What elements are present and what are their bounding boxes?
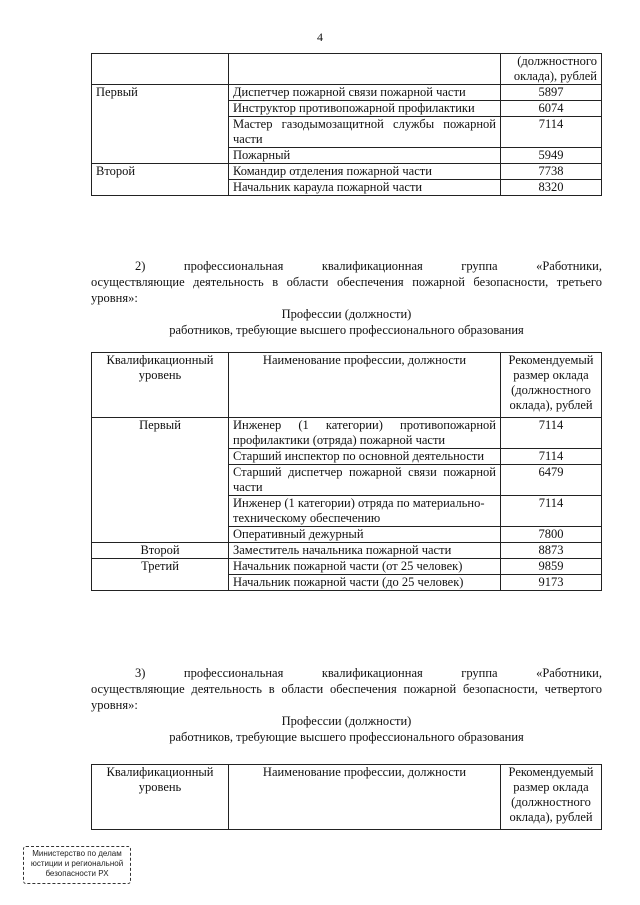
salary-cell: 7114 [501, 117, 602, 148]
position-cell: Инструктор противопожарной профилактики [229, 101, 501, 117]
page-number: 4 [317, 30, 323, 44]
position-cell: Диспетчер пожарной связи пожарной части [229, 85, 501, 101]
level-cell [92, 527, 229, 543]
level-cell [92, 575, 229, 591]
table-row [92, 496, 602, 527]
salary-cell: 7114 [501, 418, 602, 449]
ministry-stamp: Министерство по делам юстиции и региональной безопасности РХ [23, 846, 131, 884]
level-cell [92, 449, 229, 465]
position-header: Наименование профессии, должности [229, 765, 501, 830]
level-cell [92, 101, 229, 117]
salary-header: Рекомендуемый размер оклада (должностного оклада), рублей [501, 765, 602, 830]
level-cell: Первый [92, 418, 229, 449]
position-cell: Начальник караула пожарной части [229, 180, 501, 196]
position-cell: Инженер (1 категории) противопожарной профилактики (отряда) пожарной части [229, 418, 501, 449]
level-cell: Второй [92, 543, 229, 559]
table-row [92, 164, 602, 180]
position-cell: Командир отделения пожарной части [229, 164, 501, 180]
level-header: Квалификационный уровень [92, 765, 229, 830]
position-cell: Пожарный [229, 148, 501, 164]
level-cell [92, 496, 229, 527]
level-cell [92, 180, 229, 196]
table-row [92, 449, 602, 465]
salary-cell: 8320 [501, 180, 602, 196]
salary-cell: 9859 [501, 559, 602, 575]
salary-cell: 7114 [501, 496, 602, 527]
paragraph-pkg3: 3) профессиональная квалификационная группа «Работники, осуществляющие деятельность в области обеспечения пожарной безопасности, четвертого уровня»: [91, 666, 602, 712]
table-row [92, 180, 602, 196]
table-header-row [92, 353, 602, 418]
caption-pkg3: Профессии (должности) работников, требующие высшего профессионального образования [169, 714, 524, 744]
salary-cell: 7738 [501, 164, 602, 180]
table-pkg1-continued [91, 53, 602, 196]
table-row [92, 527, 602, 543]
salary-header-continued: (должностного оклада), рублей [501, 54, 602, 85]
salary-header: Рекомендуемый размер оклада (должностного оклада), рублей [501, 353, 602, 418]
position-cell: Начальник пожарной части (до 25 человек) [229, 575, 501, 591]
table-header-row [92, 765, 602, 830]
salary-cell: 7114 [501, 449, 602, 465]
salary-cell: 6479 [501, 465, 602, 496]
position-cell: Мастер газодымозащитной службы пожарной части [229, 117, 501, 148]
position-cell: Старший инспектор по основной деятельности [229, 449, 501, 465]
position-cell: Заместитель начальника пожарной части [229, 543, 501, 559]
salary-cell: 6074 [501, 101, 602, 117]
table-row [92, 85, 602, 101]
level-cell: Второй [92, 164, 229, 180]
table-row [92, 543, 602, 559]
salary-cell: 7800 [501, 527, 602, 543]
caption-pkg2: Профессии (должности) работников, требующие высшего профессионального образования [169, 307, 524, 337]
level-cell [92, 148, 229, 164]
level-cell: Первый [92, 85, 229, 101]
level-cell: Третий [92, 559, 229, 575]
level-header: Квалификационный уровень [92, 353, 229, 418]
level-cell [92, 465, 229, 496]
position-cell: Старший диспетчер пожарной связи пожарной части [229, 465, 501, 496]
position-header: Наименование профессии, должности [229, 353, 501, 418]
position-cell: Инженер (1 категории) отряда по материально-техническому обеспечению [229, 496, 501, 527]
table-row [92, 101, 602, 117]
salary-cell: 5897 [501, 85, 602, 101]
table-row [92, 465, 602, 496]
table-row [92, 117, 602, 148]
table-pkg2 [91, 352, 602, 591]
table-pkg3 [91, 764, 602, 830]
level-cell [92, 117, 229, 148]
position-cell: Начальник пожарной части (от 25 человек) [229, 559, 501, 575]
table-row [92, 575, 602, 591]
paragraph-pkg2: 2) профессиональная квалификационная группа «Работники, осуществляющие деятельность в области обеспечения пожарной безопасности, третьего уровня»: [91, 259, 602, 305]
salary-cell: 9173 [501, 575, 602, 591]
salary-cell: 5949 [501, 148, 602, 164]
table-row [92, 148, 602, 164]
salary-cell: 8873 [501, 543, 602, 559]
table-header-row [92, 54, 602, 85]
table-row [92, 418, 602, 449]
table-row [92, 559, 602, 575]
position-cell: Оперативный дежурный [229, 527, 501, 543]
